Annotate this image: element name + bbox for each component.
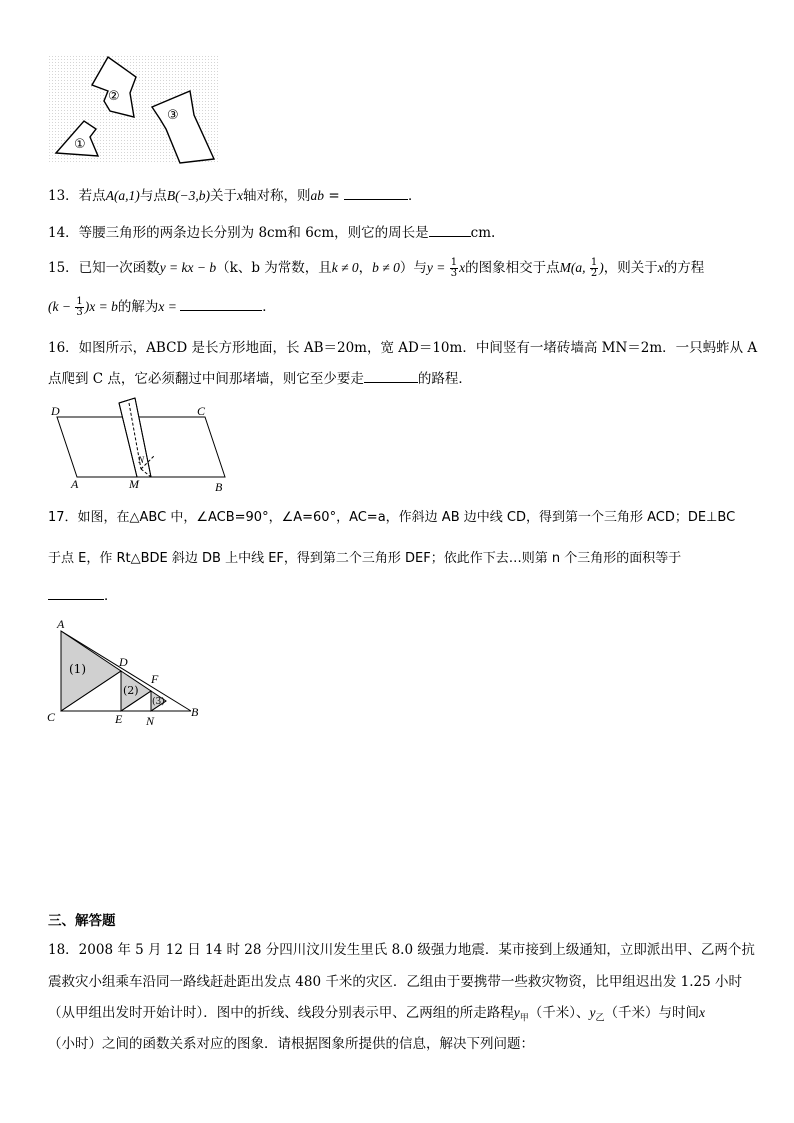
q13-text2: 关于 [210,188,238,204]
q17-label-d: D [119,655,128,669]
q17-label-f: F [151,672,159,686]
q13-num: 13．若点 [48,188,106,204]
q15-frac-one-third: $\frac{1}{3}$ [450,257,458,279]
q13-eq: = [324,188,344,204]
q17-label-e: E [115,712,123,726]
q16-line2a: 点爬到 C 点，它必须翻过中间那堵墙，则它至少要走 [48,371,364,387]
q15-frac-eq: $\frac{1}{3}$ [76,296,83,318]
piece-1-label: ① [74,137,86,152]
q17-label-c: C [47,710,56,724]
question-17-line-2 [48,550,681,568]
q14-answer-blank[interactable] [429,222,471,237]
q15-x-eq: x = [158,299,181,314]
q16-label-d: D [51,404,60,418]
question-14 [48,222,495,242]
q13-answer-blank[interactable] [344,185,408,200]
q17-label-t2: (2) [123,684,139,697]
q17-figure [45,617,215,727]
q13-point-a: A [105,188,114,203]
q15-text-d: 的图象相交于点 [465,260,560,276]
q17-answer-blank[interactable] [48,585,104,600]
q15-text-c: ）与 [399,260,427,276]
q16-label-m: M [129,477,139,491]
q15-frac-one-half: $\frac{1}{2}$ [590,257,598,279]
q15-x2: x [657,260,664,275]
q16-figure [45,395,245,495]
q18-sub-yi: 乙 [595,1013,605,1024]
q18-line3a: （从甲组出发时开始计时）．图中的折线、线段分别表示甲、乙两组的所走路程 [48,1005,514,1021]
q15-text-f: 的方程 [663,260,705,276]
question-13 [48,185,421,205]
question-15-line-1 [48,258,704,279]
q16-label-n: N [138,455,145,465]
q15-text-e: ，则关于 [603,260,658,276]
q16-line2b: 的路程． [417,371,472,387]
q16-answer-blank[interactable] [364,368,418,383]
q17-line2: 于点 E，作 Rt△BDE 斜边 DB 上中线 EF，得到第二个三角形 DEF；依此作下去…则第 n 个三角形的面积等于 [48,551,682,566]
question-18-line-2 [48,973,742,991]
q16-label-a: A [71,477,79,491]
q15-end: ． [262,299,276,315]
question-18-line-1 [48,941,755,959]
q17-label-n: N [146,714,155,728]
q15-text-a: 15．已知一次函数 [48,260,160,276]
q15-x: x [459,260,466,275]
q15-function: y = kx − b [159,260,217,275]
q15-eq-open: (k − [48,299,75,314]
q15-cond1: k ≠ 0 [331,260,359,275]
q15-m-close: ) [599,260,604,275]
q16-line1: 16．如图所示，ABCD 是长方形地面，长 AB＝20m，宽 AD＝10m．中间竖有一堵砖墙高 MN＝2m．一只蚂蚱从 A [48,340,758,356]
question-18-line-4 [48,1035,534,1053]
piece-3-label: ③ [167,108,179,123]
piece-2-label: ② [108,89,120,104]
q18-unit1: （千米）、 [528,1005,590,1021]
question-16-line-2 [48,368,472,388]
q14-text: 14．等腰三角形的两条边长分别为 8cm和 6cm，则它的周长是 [48,225,429,241]
q18-y-yi: y [589,1005,596,1020]
q16-label-c: C [197,404,206,418]
q15-eq-close: )x = b [84,299,118,314]
q15-point-m: M(a, [559,260,589,275]
q18-line4: （小时）之间的函数关系对应的图象．请根据图象所提供的信息，解决下列问题： [48,1036,534,1052]
q13-axis: x [237,188,244,203]
q18-line1: 18．2008 年 5 月 12 日 14 时 28 分四川汶川发生里氏 8.0 级强力地震．某市接到上级通知，立即派出甲、乙两个抗 [48,942,755,958]
q15-text-b: （k、b 为常数，且 [216,260,332,276]
q13-ab: ab [310,188,325,203]
q18-y-jia: y [513,1005,520,1020]
q17-label-b: B [191,705,199,719]
q15-eq-text: 的解为 [117,299,159,315]
q13-point-b: B [166,188,176,203]
q15-answer-blank[interactable] [180,296,262,311]
q15-y-eq: y = [426,260,449,275]
q16-label-b: B [215,480,223,494]
question-18-line-3 [48,1004,705,1028]
q13-mid: 与点 [139,188,167,204]
q15-cond2: b ≠ 0 [372,260,400,275]
fig12-pieces [48,55,218,165]
q13-point-a-args: (a,1) [113,188,140,203]
q18-unit2: （千米）与时间 [604,1005,700,1021]
question-17-line-3 [48,585,118,605]
q18-line2: 震救灾小组乘车沿同一路线赶赴距出发点 480 千米的灾区．乙组由于要携带一些救灾物资，比甲组迟出发 1.25 小时 [48,974,742,990]
q17-line1: 17．如图，在△ABC 中，∠ACB=90°，∠A=60°，AC=a，作斜边 AB 边中线 CD，得到第一个三角形 ACD；DE⊥BC [48,510,736,525]
q17-label-t1: (1) [69,662,86,676]
q18-x: x [699,1005,706,1020]
q17-label-t3: (3) [152,697,165,707]
question-17-line-1 [48,509,735,527]
q14-end: cm. [470,225,496,241]
question-15-line-2 [48,296,276,318]
q17-end: ． [104,588,118,604]
q17-label-a: A [57,617,65,631]
q13-end: ． [407,188,422,204]
q15-comma: ， [358,260,373,276]
section-3-heading: 三、解答题 [48,913,116,929]
q13-point-b-args: (−3,b) [175,188,211,203]
q18-sub-jia: 甲 [519,1013,529,1024]
question-16-line-1 [48,339,757,357]
q13-text3: 轴对称，则 [243,188,311,204]
